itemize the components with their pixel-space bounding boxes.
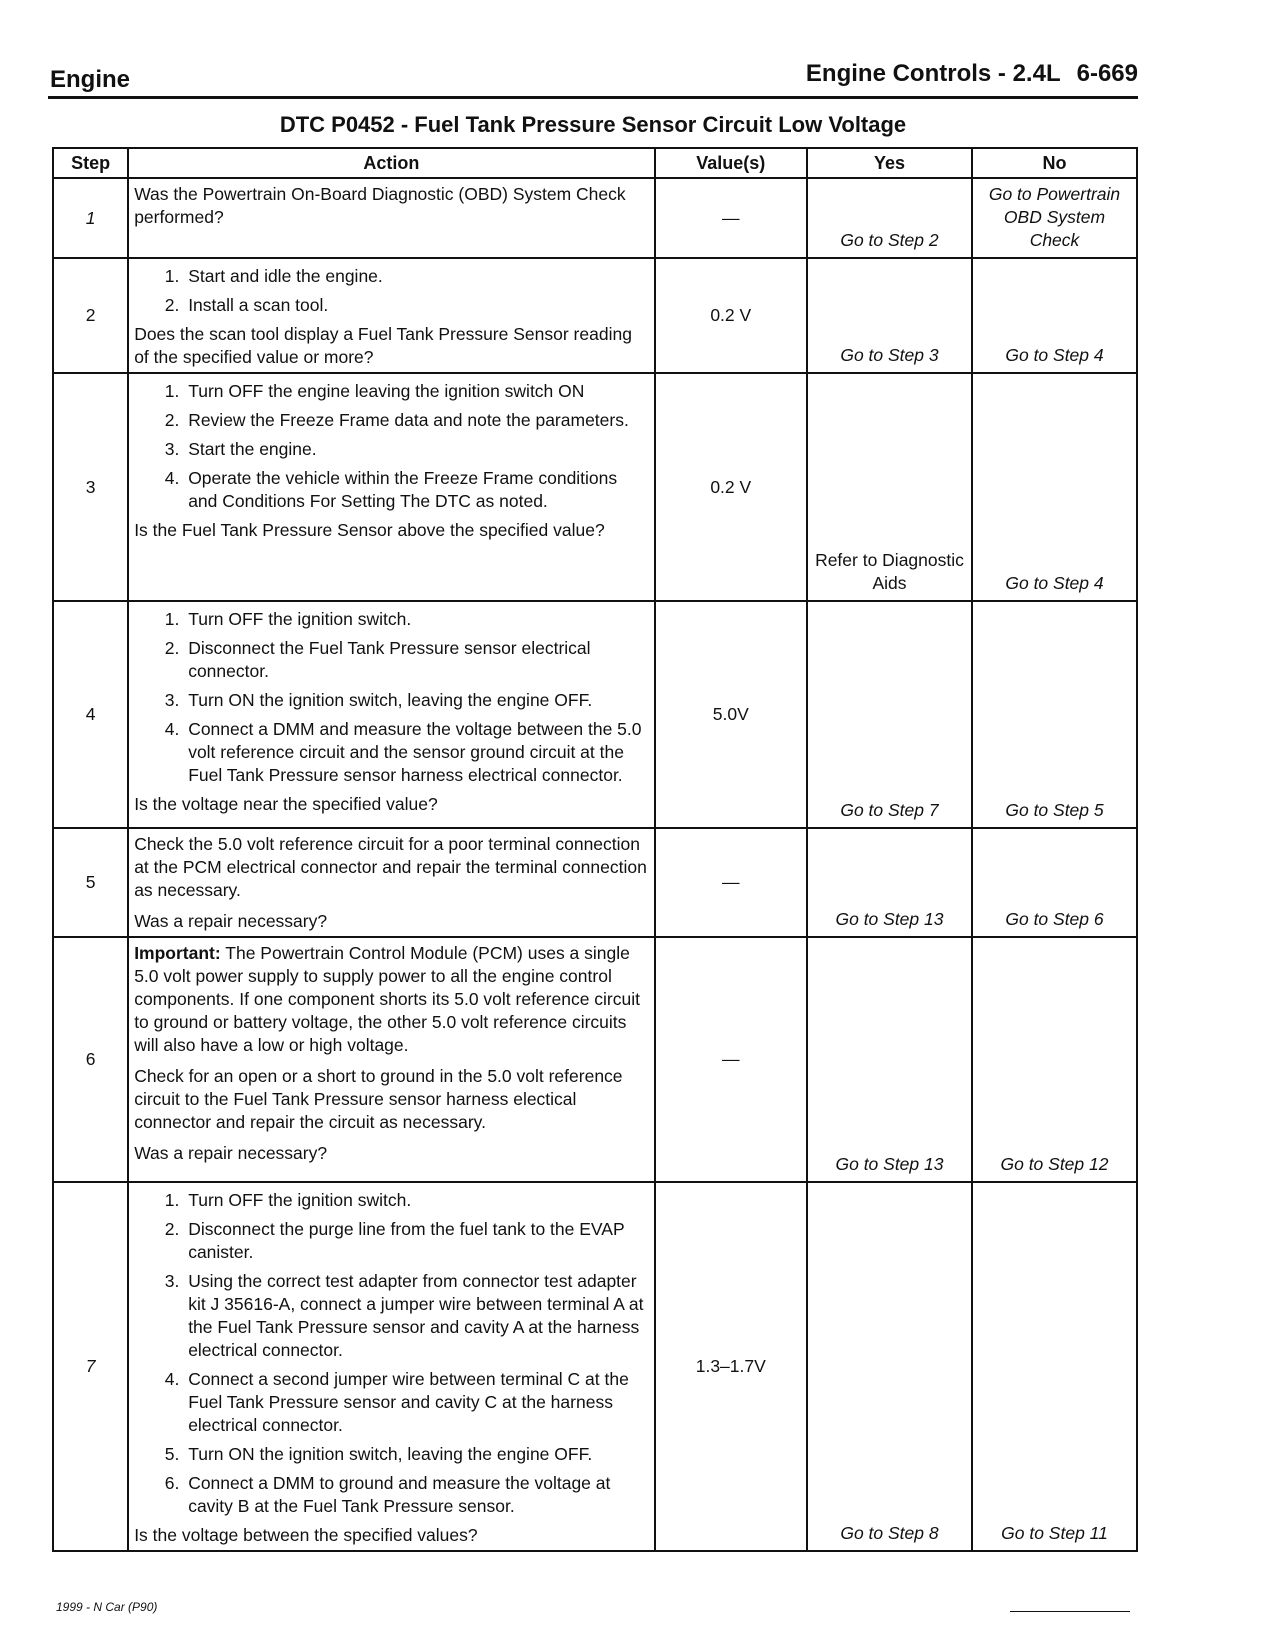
diagnostic-table: [52, 147, 1138, 1552]
table-row: [53, 258, 1137, 373]
substep-list: [134, 265, 647, 317]
step-question: Is the voltage near the specified value?: [134, 794, 438, 814]
substep: 3. Turn ON the ignition switch, leaving the engine OFF.: [184, 689, 647, 712]
substep-list: [134, 1189, 647, 1518]
substep: 2. Disconnect the purge line from the fuel tank to the EVAP canister.: [184, 1218, 647, 1264]
step-value: —: [655, 178, 807, 258]
table-row: [53, 937, 1137, 1182]
substep: 3. Start the engine.: [184, 438, 647, 461]
step-value: —: [655, 828, 807, 937]
step-action: [128, 258, 654, 373]
substep: 2. Review the Freeze Frame data and note the parameters.: [184, 409, 647, 432]
substep: 1. Turn OFF the engine leaving the ignition switch ON: [184, 380, 647, 403]
page-header: [806, 60, 1138, 88]
step-question: Was the Powertrain On-Board Diagnostic (OBD) System Check performed?: [134, 184, 626, 227]
step-number: 5: [53, 828, 128, 937]
step-yes: Refer to Diagnostic Aids: [807, 373, 972, 601]
step-no: Go to Step 12: [972, 937, 1137, 1182]
substep: 3. Using the correct test adapter from connector test adapter kit J 35616-A, connect a jumper wire between terminal A at the Fuel Tank Pressure sensor and cavity A at the harness electrical connector.: [184, 1270, 647, 1362]
step-action: [128, 178, 654, 258]
step-question: Does the scan tool display a Fuel Tank Pressure Sensor reading of the specified value or more?: [134, 324, 632, 367]
substep: 2. Install a scan tool.: [184, 294, 647, 317]
col-header-no: No: [972, 148, 1137, 178]
substep: 1. Turn OFF the ignition switch.: [184, 608, 647, 631]
col-header-action: Action: [128, 148, 654, 178]
table-header-row: [53, 148, 1137, 178]
substep: 2. Disconnect the Fuel Tank Pressure sensor electrical connector.: [184, 637, 647, 683]
step-number: 7: [53, 1182, 128, 1551]
step-instruction: Check for an open or a short to ground in the 5.0 volt reference circuit to the Fuel Tank Pressure sensor harness electical connector and repair the circuit as necessary.: [134, 1066, 623, 1132]
footer-code: 1999 - N Car (P90): [56, 1600, 158, 1614]
step-no: Go to Step 4: [972, 373, 1137, 601]
col-header-values: Value(s): [655, 148, 807, 178]
substep: 1. Turn OFF the ignition switch.: [184, 1189, 647, 1212]
step-question: Is the voltage between the specified values?: [134, 1525, 478, 1545]
step-question: Is the Fuel Tank Pressure Sensor above the specified value?: [134, 520, 605, 540]
step-no: Go to Powertrain OBD System Check: [972, 178, 1137, 258]
step-question: Was a repair necessary?: [134, 911, 328, 931]
substep: 5. Turn ON the ignition switch, leaving the engine OFF.: [184, 1443, 647, 1466]
step-number: 6: [53, 937, 128, 1182]
step-number: 2: [53, 258, 128, 373]
step-value: 1.3–1.7V: [655, 1182, 807, 1551]
step-action: [128, 828, 654, 937]
step-instruction: Check the 5.0 volt reference circuit for a poor terminal connection at the PCM electrical connector and repair the terminal connection as necessary.: [134, 834, 647, 900]
col-header-step: Step: [53, 148, 128, 178]
substep: 6. Connect a DMM to ground and measure the voltage at cavity B at the Fuel Tank Pressure sensor.: [184, 1472, 647, 1518]
step-question: Was a repair necessary?: [134, 1143, 328, 1163]
header-rule: [48, 96, 1138, 99]
step-yes: Go to Step 8: [807, 1182, 972, 1551]
step-value: 0.2 V: [655, 373, 807, 601]
step-value: 0.2 V: [655, 258, 807, 373]
important-note: [134, 942, 647, 1057]
step-action: [128, 601, 654, 828]
substep: 4. Operate the vehicle within the Freeze Frame conditions and Conditions For Setting The DTC as noted.: [184, 467, 647, 513]
section-subtitle: Engine Controls - 2.4L: [805, 60, 1061, 87]
substep: 4. Connect a second jumper wire between terminal C at the Fuel Tank Pressure sensor and cavity C at the harness electrical connector.: [184, 1368, 647, 1437]
step-number: 3: [53, 373, 128, 601]
step-yes: Go to Step 13: [807, 937, 972, 1182]
substep: 1. Start and idle the engine.: [184, 265, 647, 288]
document-title: DTC P0452 - Fuel Tank Pressure Sensor Circuit Low Voltage: [279, 112, 907, 137]
step-number: 1: [53, 178, 128, 258]
step-value: —: [655, 937, 807, 1182]
table-row: [53, 601, 1137, 828]
substep: 4. Connect a DMM and measure the voltage between the 5.0 volt reference circuit and the sensor ground circuit at the Fuel Tank Pressure sensor harness electrical connector.: [184, 718, 647, 787]
step-number: 4: [53, 601, 128, 828]
step-yes: Go to Step 7: [807, 601, 972, 828]
table-row: [53, 828, 1137, 937]
important-label: Important:: [134, 943, 221, 963]
step-action: [128, 1182, 654, 1551]
footer-rule: [1010, 1611, 1130, 1612]
step-yes: Go to Step 13: [807, 828, 972, 937]
page-number: 6-669: [1076, 60, 1138, 87]
step-yes: Go to Step 2: [807, 178, 972, 258]
col-header-yes: Yes: [807, 148, 972, 178]
step-value: 5.0V: [655, 601, 807, 828]
table-row: [53, 178, 1137, 258]
table-row: [53, 1182, 1137, 1551]
substep-list: [134, 608, 647, 787]
step-no: Go to Step 6: [972, 828, 1137, 937]
substep-list: [134, 380, 647, 513]
table-row: [53, 373, 1137, 601]
step-action: [128, 937, 654, 1182]
step-no: Go to Step 11: [972, 1182, 1137, 1551]
important-text: The Powertrain Control Module (PCM) uses a single 5.0 volt power supply to supply power to all the engine control components. If one component shorts its 5.0 volt reference circuit to ground or battery voltage, the other 5.0 volt reference circuits will also have a low or high voltage.: [134, 943, 640, 1055]
section-title: Engine: [50, 66, 131, 93]
step-no: Go to Step 5: [972, 601, 1137, 828]
step-yes: Go to Step 3: [807, 258, 972, 373]
step-action: [128, 373, 654, 601]
step-no: Go to Step 4: [972, 258, 1137, 373]
